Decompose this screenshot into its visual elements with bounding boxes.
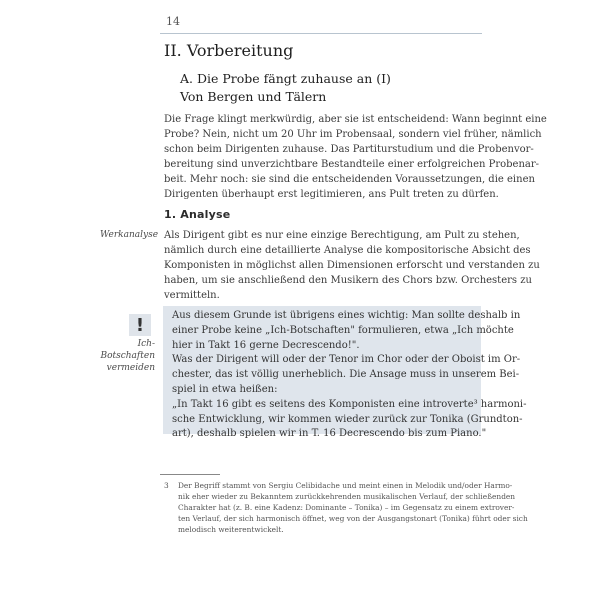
text-line: schon beim Dirigenten zuhause. Das Partiturstudium und die Probenvor- <box>164 143 534 155</box>
text-line: einer Probe keine „Ich-Botschaften" formulieren, etwa „Ich möchte <box>172 324 514 336</box>
text-line: Komponisten in möglichst allen Dimensionen erforscht und verstanden zu <box>164 259 540 271</box>
text-line: Als Dirigent gibt es nur eine einzige Berechtigung, am Pult zu stehen, <box>164 230 520 241</box>
text-line: nik eher wieder zu Bekanntem zurückkehrenden musikalischen Verlauf, der schließenden <box>178 492 516 501</box>
footnote-rule <box>160 474 220 475</box>
margin-note-werkanalyse: Werkanalyse <box>100 230 159 240</box>
section-title <box>180 70 391 106</box>
footnote-body <box>178 480 528 535</box>
text-line: Was der Dirigent will oder der Tenor im Chor oder der Oboist im Or- <box>172 354 521 366</box>
text-line: melodisch weiterentwickelt. <box>178 525 284 534</box>
text-line: nämlich durch eine detaillierte Analyse die kompositorische Absicht des <box>164 244 531 256</box>
footnote-number: 3 <box>164 481 169 490</box>
text-line: vermitteln. <box>164 289 220 301</box>
margin-note-line: Botschaften <box>100 351 155 361</box>
text-line: sche Entwicklung, wir kommen wieder zurück zur Tonika (Grundton- <box>172 413 523 425</box>
text-line: „In Takt 16 gibt es seitens des Komponisten eine introverte³ harmoni- <box>172 398 527 410</box>
analyse-heading: 1. Analyse <box>164 208 231 221</box>
chapter-title: II. Vorbereitung <box>164 41 294 60</box>
text-line: Charakter hat (z. B. eine Kadenz: Dominante – Tonika) – im Gegensatz zu einem extrover- <box>178 503 515 512</box>
text-line: haben, um sie anschließend den Musikern des Chors bzw. Orchesters zu <box>164 274 532 286</box>
text-line: Der Begriff stammt von Sergiu Celibidache und meint einen in Melodik und/oder Harmo- <box>178 481 513 490</box>
text-line: Die Frage klingt merkwürdig, aber sie ist entscheidend: Wann beginnt eine <box>164 114 547 125</box>
margin-note-line: Ich- <box>137 339 155 349</box>
analyse-paragraph <box>164 229 540 304</box>
page-number: 14 <box>166 15 180 28</box>
text-line: spiel in etwa heißen: <box>172 383 278 395</box>
text-line: Aus diesem Grunde ist übrigens eines wichtig: Man sollte deshalb in <box>172 310 521 321</box>
text-line: hier in Takt 16 gerne Decrescendo!". <box>172 339 360 351</box>
callout-text <box>172 309 527 442</box>
margin-note-ich-botschaften <box>95 338 155 374</box>
exclamation-icon: ! <box>129 314 151 336</box>
text-line: ten Verlauf, der sich harmonisch öffnet, weg von der Ausgangstonart (Tonika) führt oder sich <box>178 514 528 523</box>
text-line: chester, das ist völlig unerheblich. Die Ansage muss in unserem Bei- <box>172 369 520 381</box>
text-line: Probe? Nein, nicht um 20 Uhr im Probensaal, sondern viel früher, nämlich <box>164 128 542 140</box>
section-title-line: A. Die Probe fängt zuhause an (I) <box>180 71 391 86</box>
intro-paragraph <box>164 113 547 202</box>
text-line: Dirigenten überhaupt erst legitimieren, ans Pult treten zu dürfen. <box>164 188 499 200</box>
header-rule <box>160 33 482 34</box>
text-line: beit. Mehr noch: sie sind die entscheidenden Voraussetzungen, die einen <box>164 173 535 185</box>
margin-note-line: vermeiden <box>106 363 155 373</box>
text-line: bereitung sind unverzichtbare Bestandteile einer erfolgreichen Probenar- <box>164 158 540 170</box>
section-subtitle-line: Von Bergen und Tälern <box>180 89 327 104</box>
footnote <box>164 480 528 535</box>
text-line: art), deshalb spielen wir in T. 16 Decrescendo bis zum Piano." <box>172 428 487 440</box>
